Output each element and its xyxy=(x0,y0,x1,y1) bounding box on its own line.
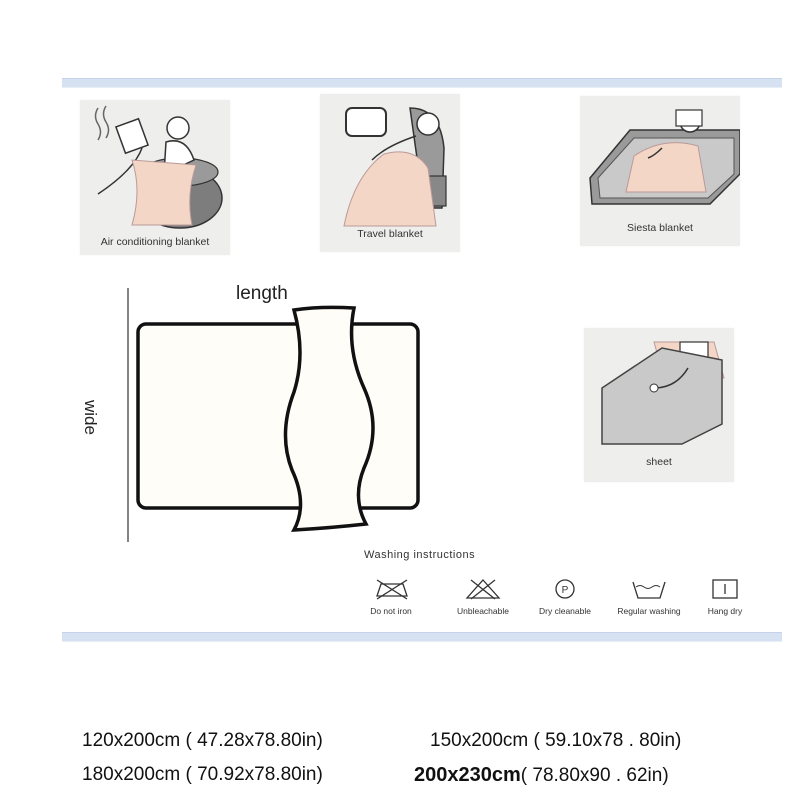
sheet-caption: sheet xyxy=(646,456,672,468)
air-conditioning-caption: Air conditioning blanket xyxy=(100,236,210,248)
blanket-outline xyxy=(138,324,418,508)
hang-dry-icon xyxy=(705,578,745,600)
size-option-120x200: 120x200cm ( 47.28x78.80in) xyxy=(82,730,323,751)
svg-text:P: P xyxy=(561,585,569,596)
wash-item-no-bleach xyxy=(444,578,522,616)
wash-label-no-bleach: Unbleachable xyxy=(457,606,509,616)
length-label: length xyxy=(236,283,288,304)
wash-item-hang-dry xyxy=(686,578,764,616)
siesta-blanket-card xyxy=(580,96,740,246)
top-divider-band xyxy=(62,78,782,88)
wash-label-regular-washing: Regular washing xyxy=(617,606,681,616)
person-in-beanbag-illustration xyxy=(80,100,230,255)
wash-item-dry-clean xyxy=(526,578,604,616)
no-bleach-icon xyxy=(463,578,503,600)
bottom-divider-band xyxy=(62,632,782,642)
size-option-200x230-inches: ( 78.80x90 . 62in) xyxy=(520,765,669,786)
blanket-dimension-diagram xyxy=(118,280,438,550)
sheet-card xyxy=(584,328,734,482)
dry-clean-icon xyxy=(545,578,585,600)
travel-blanket-card xyxy=(320,94,460,252)
wash-item-regular-washing xyxy=(610,578,688,616)
size-option-180x200: 180x200cm ( 70.92x78.80in) xyxy=(82,764,323,785)
air-conditioning-blanket-card xyxy=(80,100,230,255)
wash-label-dry-clean: Dry cleanable xyxy=(539,606,591,616)
no-iron-icon xyxy=(371,578,411,600)
wash-label-no-iron: Do not iron xyxy=(370,606,412,616)
wash-item-no-iron xyxy=(352,578,430,616)
size-option-200x230-bold: 200x230cm xyxy=(414,764,521,786)
travel-caption: Travel blanket xyxy=(357,228,423,240)
wash-tub-icon xyxy=(629,578,669,600)
washing-instructions-title: Washing instructions xyxy=(364,549,476,561)
size-option-200x230 xyxy=(414,764,669,787)
wash-label-hang-dry: Hang dry xyxy=(707,606,743,616)
siesta-caption: Siesta blanket xyxy=(627,222,693,234)
size-option-150x200: 150x200cm ( 59.10x78 . 80in) xyxy=(430,730,682,751)
wide-label: wide xyxy=(81,400,100,435)
